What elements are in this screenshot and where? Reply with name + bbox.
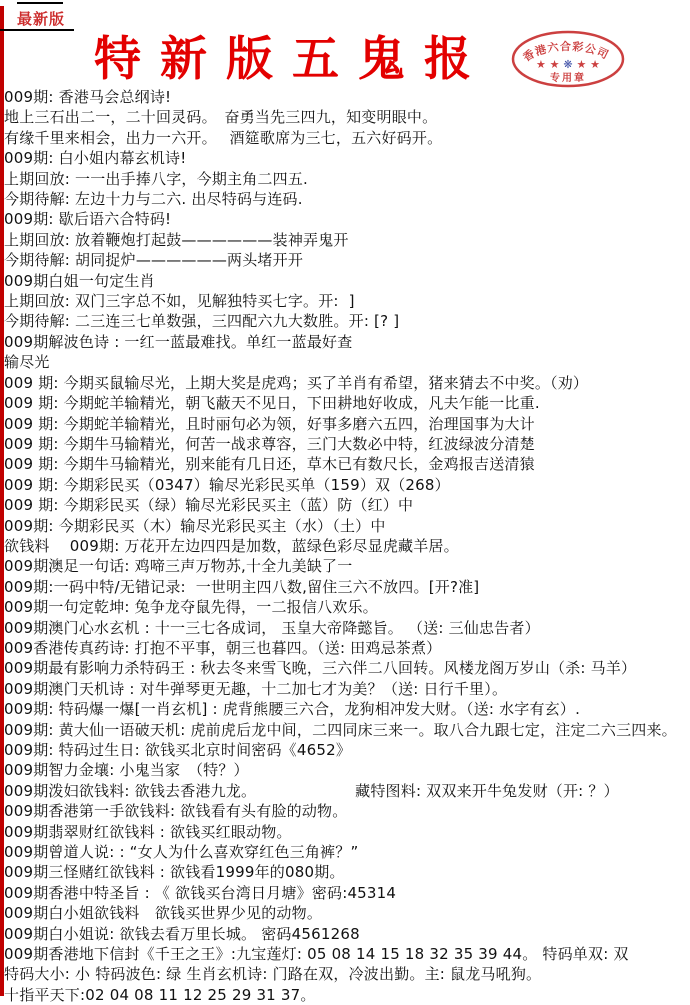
text-line: 009期白姐一句定生肖 xyxy=(4,271,155,290)
text-line: 有缘千里来相会，出力一六开。 酒筵歌席为三七，五六好码开。 xyxy=(4,128,443,147)
text-line: 十指平天下:02 04 08 11 12 25 29 31 37。 xyxy=(4,985,316,1004)
text-line: 009 期: 今期牛马输精光，别来能有几日还，草木已有数尺长，金鸡报吉送清猿 xyxy=(4,455,535,474)
text-line: 009期澳足一句话: 鸡啼三声万物苏,十全九美缺了一 xyxy=(4,557,353,576)
stamp-arc-text: 香港六合彩公司 xyxy=(520,40,612,65)
text-line: 009 期: 今期蛇羊输精光，朝飞蔽天不见日，下田耕地好收成，凡夫乍能一比重. xyxy=(4,394,540,413)
stamp-stars-left: ★ ★ xyxy=(535,58,560,71)
text-line: 009期: 歇后语六合特码! xyxy=(4,210,172,229)
text-line: 009期曾道人说: : “女人为什么喜欢穿红色三角裤？” xyxy=(4,843,359,862)
text-line: 上期回放: 一一出手捧八字，今期主角二四五. xyxy=(4,169,308,188)
stamp-center-flower-icon: ❋ xyxy=(563,58,573,71)
text-line: 009期一句定乾坤: 兔争龙夺鼠先得，一二报信八欢乐。 xyxy=(4,598,378,617)
text-line: 009期澳门心水玄机 : 十一三七各成词， 玉皇大帝降懿旨。 （送: 三仙忠告者） xyxy=(4,618,540,637)
text-line: 009期: 香港马会总纲诗! xyxy=(4,88,172,106)
text-line: 009期智力金壤: 小鬼当家 （特？） xyxy=(4,761,249,780)
text-line: 上期回放: 放着鞭炮打起鼓——————装神弄鬼开 xyxy=(4,230,349,249)
text-line: 009 期: 今期彩民买（绿）输尽光彩民买主（蓝）防（红）中 xyxy=(4,496,414,515)
text-line: 009 期: 今期彩民买（0347）输尽光彩民买单（159）双（268） xyxy=(4,475,450,494)
company-stamp-icon xyxy=(509,28,627,90)
text-line: 今期待解: 二三连三七单数强，三四配六九大数胜。开: [? ] xyxy=(4,312,400,331)
text-line: 今期待解: 左边十力与二六. 出尽特码与连码. xyxy=(4,190,303,209)
badge-bottom-rule xyxy=(0,29,74,31)
latest-edition-badge: 最新版 xyxy=(17,10,66,28)
stamp-bottom-text: 专用章 xyxy=(550,73,586,84)
text-line: 009期三怪赌红欲钱料 : 欲钱看1999年的080期。 xyxy=(4,863,345,882)
text-line: 009 期: 今期蛇羊输精光，且时丽句必为领，好事多磨六五四，治理国事为大计 xyxy=(4,414,535,433)
text-line: 009 期: 今期买鼠输尽光，上期大奖是虎鸡；买了羊肖有希望，猪来猜去不中奖。（劝） xyxy=(4,373,589,392)
text-line: 今期待解: 胡同捉炉——————两头堵开开 xyxy=(4,251,304,270)
text-line: 009期: 白小姐内幕玄机诗! xyxy=(4,149,187,168)
body-text xyxy=(4,87,688,1005)
stamp-stars-right: ★ ★ xyxy=(576,58,601,71)
text-line: 009期: 今期彩民买（木）输尽光彩民买主（水）（土）中 xyxy=(4,516,386,535)
text-line: 地上三石出二一，二十回灵码。 奋勇当先三四九，知变明眼中。 xyxy=(4,108,438,127)
stamp-stars-row xyxy=(536,58,600,71)
text-line: 009期翡翠财红欲钱料 : 欲钱买红眼动物。 xyxy=(4,822,292,841)
text-line: 009期: 特码爆一爆[一肖玄机] : 虎背熊腰三六合，龙狗相冲发大财。（送: 水字有玄）. xyxy=(4,700,581,719)
text-line: 009期解波色诗 : 一红一蓝最难找。单红一蓝最好查 xyxy=(4,332,353,351)
stamp-svg xyxy=(509,28,627,90)
text-line: 特码大小: 小 特码波色: 绿 生肖玄机诗: 门路在双，冷波出勤。主: 鼠龙马吼狗。 xyxy=(4,965,542,984)
text-line: 009期白小姐说: 欲钱去看万里长城。 密码4561268 xyxy=(4,924,360,943)
text-line: 009期: 黄大仙一语破天机: 虎前虎后龙中间，二四同床三来一。取八合九跟七定，注定二六三四来。 xyxy=(4,720,677,739)
text-line: 009期香港地下信封《千王之王》:九宝莲灯: 05 08 14 15 18 32 35 39 44。 特码单双: 双 xyxy=(4,945,629,964)
page-title: 特新版五鬼报 xyxy=(94,32,490,87)
badge-top-rule xyxy=(17,2,63,4)
text-line: 上期回放: 双门三字总不如，见解独特买七字。开: ] xyxy=(4,292,355,311)
text-line: 009 期: 今期牛马输精光，何苦一战求尊容，三门大数必中特，红波绿波分清楚 xyxy=(4,434,535,453)
text-line: 输尽光 xyxy=(4,353,50,372)
text-line: 009期: 特码过生日: 欲钱买北京时间密码《4652》 xyxy=(4,741,352,759)
text-line: 009期泼妇欲钱料: 欲钱去香港九龙。 藏特图料: 双双来开牛兔发财（开: ？） xyxy=(4,781,619,800)
text-line: 009期澳门天机诗 : 对牛弹琴更无趣，十二加七才为美？（送: 日行千里）。 xyxy=(4,679,508,698)
text-line: 009期香港中特圣旨 : 《 欲钱买台湾日月塘》密码:45314 xyxy=(4,883,397,902)
text-line: 009期最有影响力杀特码王 : 秋去冬来雪飞晚，三六伴二八回转。风楼龙阁万岁山（杀: 马羊） xyxy=(4,659,637,678)
text-line: 009香港传真药诗: 打抱不平事，朝三也暮四。（送: 田鸡忌茶煮） xyxy=(4,638,442,657)
text-line: 009期香港第一手欲钱料: 欲钱看有头有脸的动物。 xyxy=(4,802,348,821)
text-line: 欲钱料 009期: 万花开左边四四是加数，蓝绿色彩尽显虎藏羊居。 xyxy=(4,536,459,555)
text-line: 009期:一码中特/无错记录: 一世明主四八数,留住三六不放四。[开?准] xyxy=(4,577,480,596)
text-line: 009期白小姐欲钱料 欲钱买世界少见的动物。 xyxy=(4,904,323,923)
